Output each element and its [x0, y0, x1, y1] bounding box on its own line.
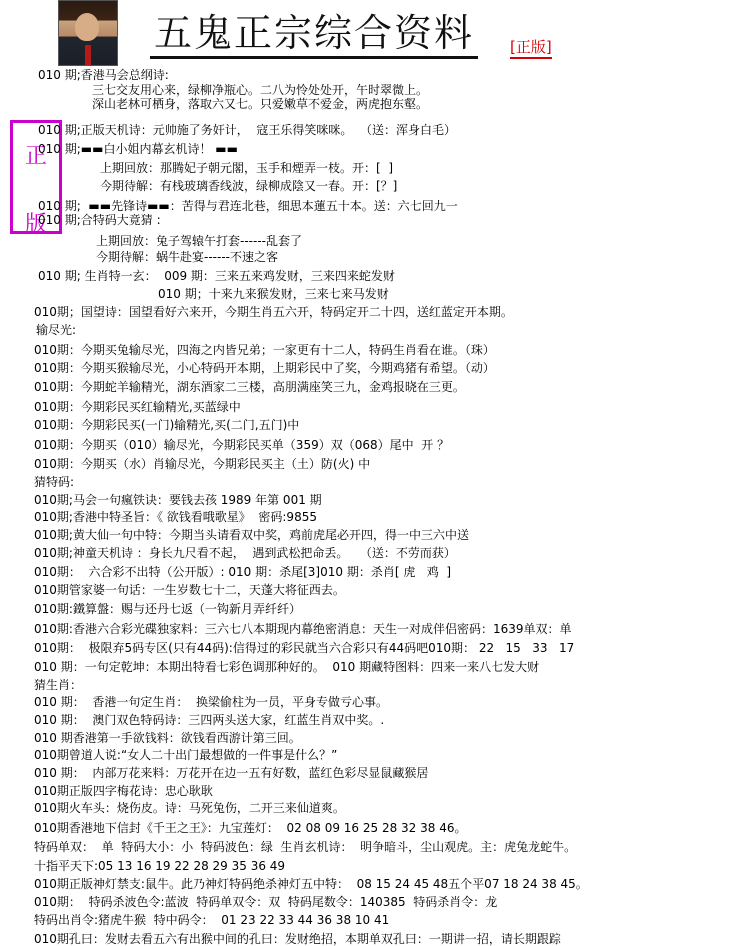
- text-line: 010 期; ▬▬先锋诗▬▬：苦得与君连北巷，细思本蓮五十本。送：六七回九一: [38, 199, 458, 213]
- text-line: 三七交友用心来，绿柳净瓶心。二八为怜处处开，午时翠微上。: [92, 83, 429, 97]
- text-line: 010期正版神灯禁支:鼠牛。此乃神灯特码绝杀神灯五中特： 08 15 24 45 48五个平07 18 24 38 45。: [34, 877, 588, 891]
- text-line: 特码单双： 单 特码大小：小 特码波色：绿 生肖玄机诗： 明争暗斗，尘山观虎。主：虎兔龙蛇牛。: [34, 840, 577, 854]
- page-title: 五鬼正宗综合资料: [150, 10, 478, 59]
- text-line: 010期正版四字梅花诗：忠心耿耿: [34, 784, 213, 798]
- text-line: 010 期;▬▬白小姐内幕玄机诗！ ▬▬: [38, 142, 238, 156]
- text-line: 010期香港地下信封《千王之王》：九宝莲灯： 02 08 09 16 25 28 32 38 46。: [34, 821, 467, 835]
- portrait-photo: [58, 0, 118, 66]
- text-line: 010期曾道人说:“女人二十出门最想做的一件事是什么？”: [34, 748, 338, 762]
- text-line: 010 期香港第一手欲钱料：欲钱看西游计第三回。: [34, 731, 301, 745]
- text-line: 010期火车头：烧伤皮。诗：马死兔伤，二开三来仙道爽。: [34, 801, 345, 815]
- text-line: 猜生肖：: [34, 678, 83, 692]
- text-line: 010 期： 香港一句定生肖： 换梁偷柱为一员，平身专做亏心事。: [34, 695, 388, 709]
- text-line: 010 期： 澳门双色特码诗：三四两头送大家，红蓝生肖双中奖。.: [34, 713, 385, 727]
- text-line: 010期：今期彩民买红输精光,买蓝绿中: [34, 400, 241, 414]
- text-line: 猜特码:: [34, 475, 75, 489]
- text-line: 今期待解：蜗牛赴宴------不速之客: [96, 250, 278, 264]
- side-stamp-top: 正: [25, 144, 48, 169]
- text-line: 010 期： 内部万花来料：万花开在边一五有好数，蓝红色彩尽显鼠藏猴居: [34, 766, 429, 780]
- text-line: 010期管家婆一句话：一生岁数七十二，天蓬大将征西去。: [34, 583, 345, 597]
- text-line: 010 期;合特码大竟猜 :: [38, 213, 161, 227]
- text-line: 输尽光:: [36, 323, 77, 337]
- text-line: 010 期;香港马会总纲诗:: [38, 68, 169, 82]
- header: [0, 0, 744, 66]
- text-line: 010期：今期买猴输尽光，小心特码开本期，上期彩民中了奖，今期鸡猪有希望。（动）: [34, 361, 495, 375]
- text-line: 010期：今期彩民买(一门)输精光,买(二门,五门)中: [34, 418, 300, 432]
- text-line: 010期;马会一句瘋铁诀：要钱去孩 1989 年第 001 期: [34, 493, 322, 507]
- text-line: 010期；国望诗：国望看好六来开，今期生肖五六开，特码定开二十四，送红蓝定开本期。: [34, 305, 513, 319]
- text-line: 010期： 极限弃5码专区(只有44码):信得过的彩民就当六合彩只有44码吧010期： 22 15 33 17: [34, 641, 575, 655]
- text-line: 010期：今期买兔输尽光，四海之内皆兄弟；一家更有十二人，特码生肖看在谁。（珠）: [34, 343, 495, 357]
- text-line: 010期;黄大仙一句中特：今期当头请看双中奖，鸡前虎尾必开四，得一中三六中送: [34, 528, 469, 542]
- side-stamp-bottom: 版: [25, 212, 48, 237]
- text-line: 010期：今期蛇羊输精光，湖东酒家二三楼，高朋满座笑三九，金鸡报晓在三更。: [34, 380, 465, 394]
- text-line: 010期：今期买（010）输尽光，今期彩民买单（359）双（068）尾中 开 ？: [34, 438, 450, 452]
- text-line: 深山老林可栖身，落取六又七。只爱嫩草不爱金，两虎抱东壑。: [92, 97, 429, 111]
- portrait-tie: [85, 45, 91, 65]
- text-line: 010 期;正版天机诗：元帅施了务奸计， 寇王乐得笑咪咪。 （送：浑身白毛）: [38, 123, 457, 137]
- text-line: 今期待解：有栈玻璃香线波，绿柳成陰又一春。开：[？]: [100, 179, 398, 193]
- text-line: 010 期：一句定乾坤：本期出特看七彩色调那种好的。 010 期藏特图料：四来一来八七发大财: [34, 660, 540, 674]
- text-line: 010 期；十来九来猴发财，三来七来马发财: [158, 287, 389, 301]
- text-line: 十指平天下:05 13 16 19 22 28 29 35 36 49: [34, 859, 286, 873]
- text-line: 010期孔曰：发财去看五六有出猴中间的孔曰：发财绝招，本期单双孔曰：一期讲一招，请长期跟踪: [34, 932, 561, 946]
- text-line: 010期;神童天机诗 ：身长九尺看不起， 遇到武松把命丢。 （送：不劳而获）: [34, 546, 456, 560]
- text-line: 上期回放：兔子驾辕午打套------乱套了: [96, 234, 302, 248]
- text-line: 010期:鐵算盤：赐与还丹七返（一钩新月弄纤纤）: [34, 602, 301, 616]
- text-line: 010期：今期买（水）肖输尽光，今期彩民买主（土）防(火) 中: [34, 457, 371, 471]
- text-line: 上期回放：那腾妃子朝元閣，玉手和煙弄一枝。开：[ ]: [100, 161, 393, 175]
- text-line: 010期： 特码杀波色令:蓝波 特码单双令：双 特码尾数令：140385 特码杀肖令：龙: [34, 895, 498, 909]
- edition-tag: [正版]: [510, 36, 552, 59]
- portrait-face: [75, 13, 99, 41]
- text-line: 010期;香港中特圣旨：《 欲钱看哦歌星》 密码:9855: [34, 510, 317, 524]
- text-line: 010期:香港六合彩光碟独家料：三六七八本期现内幕绝密消息：天生一对成伴侣密码：1639单双：单: [34, 622, 572, 636]
- text-line: 010 期; 生肖特一玄： 009 期：三来五来鸡发财，三来四来蛇发财: [38, 269, 395, 283]
- text-line: 010期： 六合彩不出特（公开版）: 010 期：杀尾[3]010 期：杀肖[ 虎 鸡 ]: [34, 565, 452, 579]
- text-line: 特码出肖令:猪虎牛猴 特中码令： 01 23 22 33 44 36 38 10 41: [34, 913, 390, 927]
